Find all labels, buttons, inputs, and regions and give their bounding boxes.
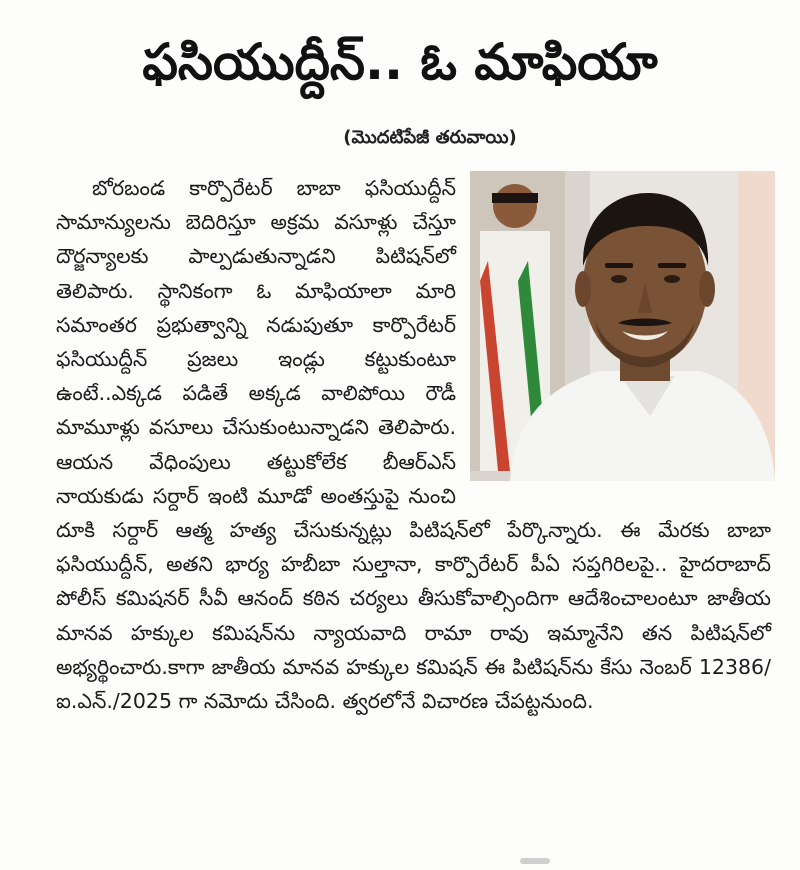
page-footer-mark bbox=[520, 858, 550, 864]
article-body-column bbox=[56, 171, 771, 718]
portrait-photo-icon bbox=[470, 171, 775, 481]
article-body-text: బోరబండ కార్పొరేటర్ బాబా ఫసియుద్దీన్ సామాన్యులను బెదిరిస్తూ అక్రమ వసూళ్లు చేస్తూ దౌర్జన్యాలకు పాల్పడుతున్నాడని పిటిషన్‌లో తెలిపారు. స్థానికంగా ఓ మాఫియాలా మారి సమాంతర ప్రభుత్వాన్ని నడుపుతూ కార్పొరేటర్ ఫసియుద్దీన్ ప్రజలు ఇండ్లు కట్టుకుంటూ ఉంటే..ఎక్కడ పడితే అక్కడ వాలిపోయి రౌడీ మామూళ్లు వసూలు చేసుకుంటున్నాడని తెలిపారు. ఆయన వేధింపులు తట్టుకోలేక బీఆర్ఎస్ నాయకుడు సర్దార్ ఇంటి మూడో అంతస్తుపై నుంచి దూకి సర్దార్ ఆత్మ హత్య చేసుకున్నట్లు పిటిషన్‌లో పేర్కొన్నారు. ఈ మేరకు బాబా ఫసియుద్దీన్, అతని భార్య హబీబా సుల్తానా, కార్పొరేటర్ పీఏ సప్తగిరిలపై.. హైదరాబాద్ పోలీస్ కమిషనర్ సీవీ ఆనంద్ కఠిన చర్యలు తీసుకోవాల్సిందిగా ఆదేశించాలంటూ జాతీయ మానవ హక్కుల కమిషన్‌ను న్యాయవాది రామా రావు ఇమ్మానేని తన పిటిషన్‌లో అభ్యర్థించారు.కాగా జాతీయ మానవ హక్కుల కమిషన్ ఈ పిటిషన్‌ను కేసు నెంబర్ 12386/ఐ.ఎన్./2025 గా నమోదు చేసింది. త్వరలోనే విచారణ చేపట్టనుంది. bbox=[56, 176, 771, 714]
continuation-note: (మొదటిపేజీ తరువాయి) bbox=[343, 127, 517, 148]
article-headline: ఫసియుద్దీన్.. ఓ మాఫియా bbox=[142, 33, 658, 91]
